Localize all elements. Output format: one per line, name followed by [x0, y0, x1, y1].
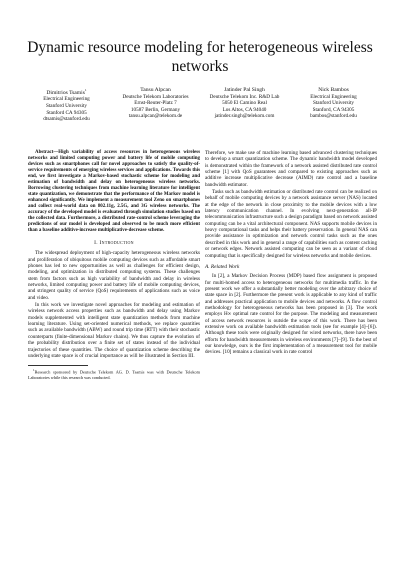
footnote	[28, 368, 200, 380]
author-affiliation: Deutsche Telekom Inc. R&D Lab	[209, 93, 280, 100]
author-name: Dimitrios Tsamis	[46, 89, 85, 96]
footnote-divider	[28, 365, 88, 366]
author-name: Tansu Alpcan	[140, 87, 171, 93]
author-affiliation: Deutsche Telekom Laboratories	[122, 93, 189, 100]
author-affiliation: Electrical Engineering	[43, 96, 90, 103]
abstract: Abstract—High variability of access resources in heterogeneous wireless networks and limited computing power and battery life of mobile computing devices such as smartphones call for novel approaches to satisfy the quality-of-service requirements of emerging wireless services and applications. Towards this end, we first investigate a Markov-based stochastic scheme for modeling and estimation of bandwidth and delay on heterogeneous wireless networks. Borrowing clustering techniques from machine learning literature for intelligent state quantization, we demonstrate that the performance of the Markov model is enhanced significantly. We implement a measurement tool Zeno on smartphones and collect real-world data on 802.11g, 2.5G, and 3G wireless networks. The accuracy of the developed model is evaluated through simulation studies based on the collected data. Furthermore, a distributed rate-control scheme leveraging the predictions of our model is developed and observed to be much more efficient than a baseline additive-increase multiplicative-decrease scheme.	[28, 150, 200, 233]
author-email: jatinder.singh@telekom.com	[214, 113, 275, 120]
author-1	[22, 87, 111, 123]
author-name: Jatinder Pal Singh	[224, 87, 265, 93]
subsection-heading: A. Related Work	[205, 263, 240, 270]
author-address: Ernst-Reuter-Platz 7	[134, 100, 177, 107]
right-column	[205, 150, 377, 357]
author-affiliation: Electrical Engineering	[310, 93, 357, 100]
footnote-mark: 1	[84, 88, 87, 92]
footnote-mark: 1	[33, 368, 35, 373]
author-address: Stanford, CA 94305	[312, 106, 355, 113]
author-email: tansu.alpcan@telekom.de	[128, 113, 183, 120]
footnote-text: Research sponsored by Deutsche Telekom AG. D. Tsamis was with Deutsche Telekom Laboratories while this research was conducted.	[28, 369, 200, 380]
author-block	[22, 87, 378, 123]
author-3	[200, 87, 289, 123]
author-address: Stanford CA 94305	[46, 109, 87, 116]
section-heading: I. Introduction	[94, 240, 134, 246]
paper-title: Dynamic resource modeling for heterogeneous wireless networks	[27, 39, 373, 75]
body-paragraph: The widespread deployment of high-capacity heterogeneous wireless networks and proliferation of ubiquitous mobile computing devices such as affordable smart phones has led to new opportunities as well as challenges for efficient design, modeling, and optimization in distributed computing systems. These challenges stem from factors such as high variability of bandwidth and delay in wireless networks, limited computing power and battery life of mobile computing devices, and stringent quality of service (QoS) requirements of applications such as voice and video.	[28, 250, 200, 301]
author-address: Los Altos, CA 94040	[222, 106, 267, 113]
left-column	[28, 150, 200, 381]
author-email: dtsamis@stanford.edu	[43, 116, 90, 123]
author-name: Nick Bambos	[318, 87, 349, 93]
author-email: bambos@stanford.edu	[310, 113, 357, 120]
body-paragraph: In [2], a Markov Decision Process (MDP) based flow assignment is proposed for multi-homed access to heterogeneous networks for multimedia traffic. In the present work we offer a substantially better modeling over the arbitrary choice of state space in [2]. Furthermore the present work is applicable to any kind of traffic and addresses practical application to mobile devices and networks. A flow control methodology for heterogeneous networks has been proposed in [3]. The work employs H∞ optimal rate control for the purpose. The modeling and measurement of access network resources is outside the scope of this work. There has been extensive work on available bandwidth estimation tools (see for example [4]–[6]). Although these tools were originally designed for wired networks, there have been efforts for bandwidth measurements in wireless environments [7]–[9]. To the best of our knowledge, ours is the first implementation of a measurement tool for mobile devices. [10] remains a classical work in rate control	[205, 273, 377, 356]
body-paragraph: Tasks such as bandwidth estimation or distributed rate control can be realized on behalf of mobile computing devices by a network assistance server (NAS) located at the edge of the network in close proximity to the mobile devices with a low latency communication channel. In evolving next-generation all-IP telecommunication infrastructure such a design paradigm based on network assisted computing can be a vital architectural component. NAS supports mobile devices in heavy computational tasks and helps their battery preservation. In general NAS can provide assistance in optimization and network control tasks such as the ones described in this work and in general a range of capabilities such as content caching or network edges. Network assisted computing can be seen as a variant of cloud computing that is specifically designed for wireless networks and mobile devices.	[205, 189, 377, 259]
author-address: 5050 El Camino Real	[222, 100, 267, 107]
body-paragraph: Therefore, we make use of machine learning based advanced clustering techniques to develop a smart quantization scheme. The dynamic bandwidth model developed is demonstrated within the framework of a network assisted distributed rate control scheme [1] with QoS guarantees and compared to existing approaches such as additive increase multiplicative decrease (AIMD) rate control and a baseline bandwidth estimator.	[205, 150, 377, 188]
author-4	[289, 87, 378, 123]
author-affiliation: Stanford University	[312, 100, 355, 107]
author-2	[111, 87, 200, 123]
author-address: 10587 Berlin, Germany	[130, 106, 181, 113]
body-paragraph: In this work we investigate novel approaches for modeling and estimation of wireless network access properties such as bandwidth and delay using Markov models supplemented with intelligent state quantization methods from machine learning literature. Using set-oriented numerical methods, we replace quantities such as available bandwidth (ABW) and round trip time (RTT) with their stochastic counterparts (finite-dimensional Markov chains). We thus capture the evolution of the probability distribution over a finite set of states instead of the individual trajectories of these quantities. The choice of quantization scheme describing the underlying state space is of crucial importance as will be illustrated in Section III.	[28, 302, 200, 359]
author-affiliation: Stanford University	[45, 103, 88, 110]
